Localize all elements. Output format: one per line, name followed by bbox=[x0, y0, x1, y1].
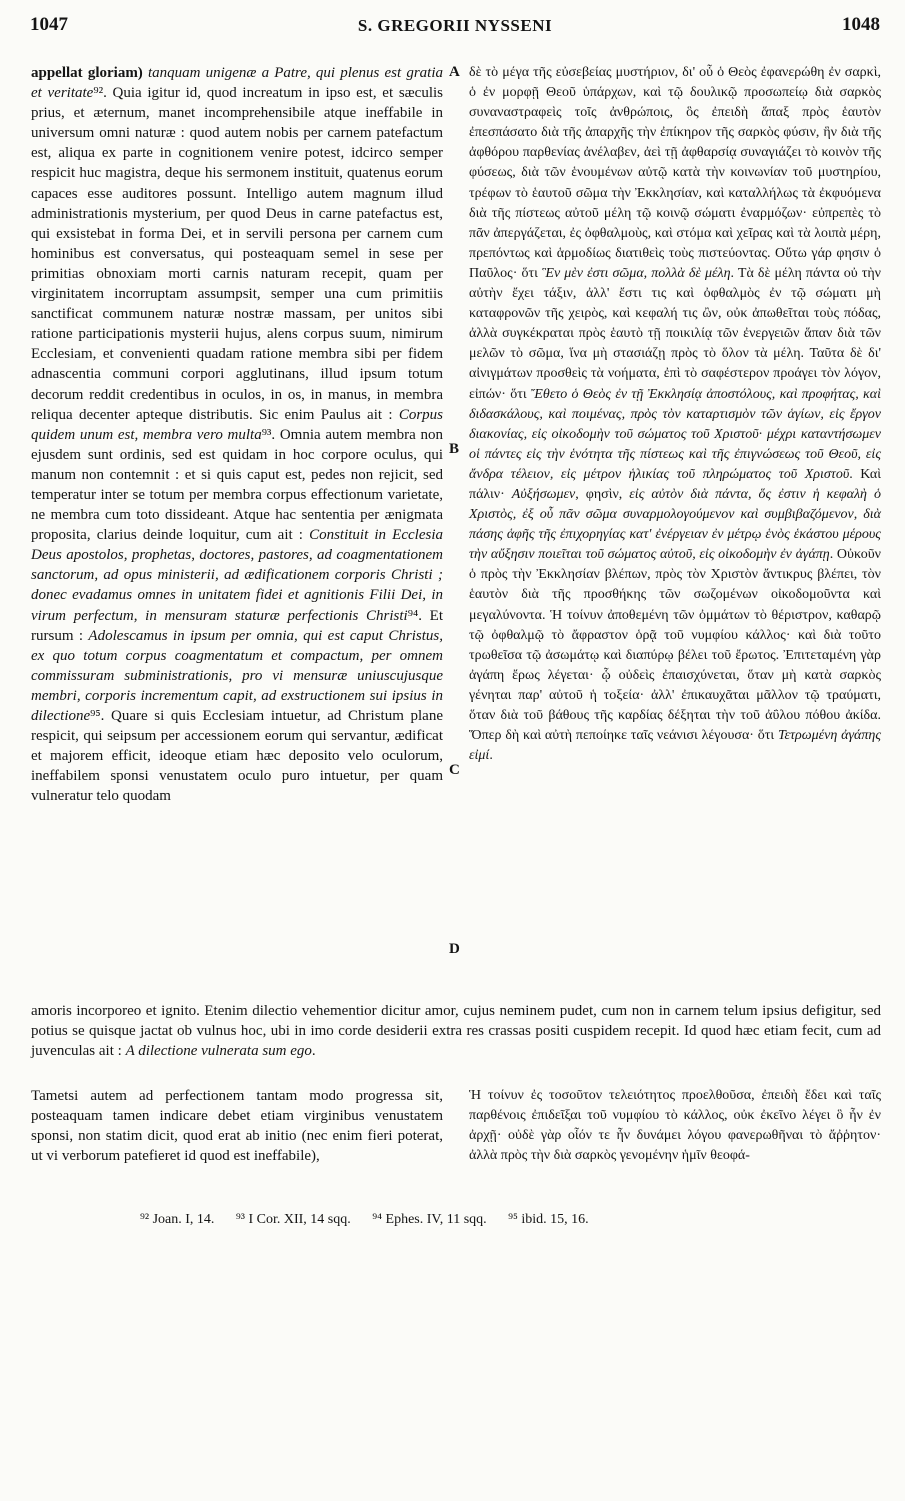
page-number-left: 1047 bbox=[30, 14, 68, 35]
text-segment: appellat gloriam) bbox=[31, 65, 148, 81]
text-segment: ⁹³. Omnia autem membra non ejusdem sunt ordinis, sed est quidam in hoc corpore oculus, qui manum non contemnit : et si quis caput est, pedes non rejicit, sed temperatur inter se totum per membra corpus effectionum varietate, ne membra cum toto dissideant. Atque hac sententia per ænigmata proposita, clarius deinde loquitur, cum ait : bbox=[31, 426, 443, 544]
text-segment: . Οὐκοῦν ὁ πρὸς τὴν Ἐκκλησίαν βλέπων, πρὸς τὸν Χριστὸν ἄντικρυς βλέπει, τὸν ἑαυτὸν διὰ τῆς προσθήκης τῶν σωζομένων οἰκοδομοῦντα καὶ μεγαλύνοντα. Ἡ τοίνυν ἀποθεμένη τῶν ὀμμάτων τὸ θέριστρον, καθαρῷ τῷ ὀφθαλμῷ τὸ ἄφραστον ὁρᾷ τοῦ νυμφίου κάλλος· καὶ διὰ τοῦτο τρωθεῖσα τῷ ἀσωμάτῳ καὶ διαπύρῳ βέλει τοῦ ἔρωτος. Ἐπιτεταμένη γὰρ ἀγάπη ἔρως λέγεται· ᾧ οὐδεὶς ἐπαισχύνεται, ὅταν μὴ κατὰ σαρκὸς γένηται παρ' αὐτοῦ ἡ τοξεία· ἀλλ' ἐπικαυχᾶται μᾶλλον τῷ τραύματι, ὅταν διὰ τοῦ βάθους τῆς καρδίας δέξηται τὴν τοῦ ἀΰλου πόθου ἀκίδα. Ὅπερ δὴ καὶ αὐτὴ πεποίηκε ταῖς νεάνισι λέγουσα· ὅτι bbox=[469, 547, 881, 744]
text-segment: ⁹². Quia igitur id, quod increatum in ipso est, et sæculis prius, et æternum, manet incomprehensibile atque ineffabile in universum omni naturæ : quod autem nobis per carnem patefactum est, aliqua ex parte in cognitionem venire potest, idcirco semper respicit huc magistra, deque his sermonem instituit, quatenus eorum capaces esse auditores possunt. Intelligo autem magnum illud administrationis mysterium, per quod Deus in carne patefactus est, qui exsistebat in forma Dei, et in servili persona per carnem cum hominibus est conversatus, qui posteaquam semel in sese per primitias obnoxiam morti carnis naturam recepit, quam per virginitatem incorruptam assumpsit, semper una cum primitiis sanctificat communem naturæ nostræ massam, per unitos sibi ratione participationis mysterii hujus, alens corpus suum, nimirum Ecclesiam, et convenienti quadam ratione membra sibi per fidem adnascentia communi corpori agglutinans, illud ipsum totum decorum reddit credentibus in oculos, in os, in manus, in membra reliqua decenter apteque distributis. Sic enim Paulus ait : bbox=[31, 85, 443, 423]
greek-column-continuation bbox=[469, 1086, 881, 1166]
text-segment: , φησὶν, bbox=[575, 486, 630, 502]
running-header bbox=[30, 14, 880, 44]
text-segment: . Καὶ πάλιν· bbox=[469, 466, 881, 502]
latin-full-width-paragraph bbox=[31, 1001, 881, 1061]
text-segment: Ἡ τοίνυν ἐς τοσοῦτον τελειότητος προελθοῦσα, ἐπειδὴ ἔδει καὶ ταῖς παρθένοις ἐπιδεῖξαι τοῦ νυμφίου τὸ κάλλος, οὐκ ἐκεῖνο λέγει ὃ ἦν ἐν ἀρχῇ· οὐδὲ γὰρ οἷόν τε ἦν δυνάμει λόγου φανερωθῆναι τὸ ἄῤῥητον· ἀλλὰ πρὸς τὴν διὰ σαρκὸς γενομένην ἡμῖν θεοφά- bbox=[469, 1088, 881, 1164]
text-segment: ⁹⁵. Quare si quis Ecclesiam intuetur, ad Christum plane respicit, qui seipsum per accessionem eorum qui servantur, ædificat et majorem efficit, ideoque etiam hæc deposito velo oculorum, ineffabilem sponsi venustatem oculo puro intuetur, per quam vulneratur telo quodam bbox=[31, 708, 443, 805]
footnote: ⁹⁵ ibid. 15, 16. bbox=[508, 1212, 589, 1227]
footnote: ⁹³ I Cor. XII, 14 sqq. bbox=[235, 1212, 351, 1227]
footnote: ⁹⁴ Ephes. IV, 11 sqq. bbox=[372, 1212, 487, 1227]
greek-column bbox=[469, 63, 881, 766]
latin-column bbox=[31, 63, 443, 806]
text-segment: Ἓν μὲν ἐστι σῶμα, πολλὰ δὲ μέλη bbox=[541, 265, 731, 281]
section-marker-c: C bbox=[449, 762, 460, 778]
text-segment: A dilectione vulnerata sum ego bbox=[125, 1043, 312, 1060]
section-marker-b: B bbox=[449, 441, 460, 457]
latin-column-continuation bbox=[31, 1086, 443, 1166]
text-segment: . Τὰ δὲ μέλη πάντα οὐ τὴν αὐτὴν ἔχει τάξιν, ἀλλ' ἔστι τις καὶ ὀφθαλμὸς ἐν τῷ σώματι μὴ καταφρονῶν τῆς χειρὸς, καὶ κεφαλή τις ὢν, οὐκ ἀπωθεῖται τοὺς πόδας, ἀλλὰ συγκέκραται πρὸς ἑαυτὸ τῇ ποικιλίᾳ τῶν ἐνεργειῶν ἅπαν διὰ τῶν μελῶν τὸ σῶμα, ἵνα μὴ στασιάζῃ πρὸς τὸ ὅλον τὰ μέλη. Ταῦτα δὲ δι' αἰνιγμάτων προσθεὶς τὰ νοήματα, ἐπὶ τὸ σαφέστερον προάγει τὸν λόγον, εἰπών· ὅτι bbox=[469, 265, 882, 402]
text-segment: Corpus quidem unum est, membra vero multa bbox=[31, 406, 443, 443]
footnote: ⁹² Joan. I, 14. bbox=[140, 1212, 215, 1227]
running-title: S. GREGORII NYSSENI bbox=[357, 16, 553, 35]
text-segment: . bbox=[489, 748, 493, 764]
text-segment: Ἔθετο ὁ Θεὸς ἐν τῇ Ἐκκλησίᾳ ἀποστόλους, καὶ προφήτας, καὶ διδασκάλους, καὶ ποιμένας, πρὸς τὸν καταρτισμὸν τῶν ἁγίων, εἰς ἔργον διακονίας, εἰς οἰκοδομὴν τοῦ σώματος τοῦ Χριστοῦ· μέχρι καταντήσωμεν οἱ πάντες εἰς τὴν ἑνότητα τῆς πίστεως καὶ τῆς ἐπιγνώσεως τοῦ Θεοῦ, εἰς ἄνδρα τέλειον, εἰς μέτρον ἡλικίας τοῦ πληρώματος τοῦ Χριστοῦ bbox=[469, 386, 881, 482]
section-marker-a: A bbox=[449, 64, 460, 80]
text-segment: Constituit in Ecclesia Deus apostolos, prophetas, doctores, pastores, ad coagmentationem sanctorum, ad opus ministerii, ad ædificationem corporis Christi ; donec evadamus omnes in unitatem fidei et agnitionis Filii Dei, in virum perfectum, in mensuram staturæ perfectionis Christi bbox=[31, 527, 443, 624]
footnotes bbox=[140, 1212, 880, 1228]
text-segment: Tametsi autem ad perfectionem tantam modo progressa sit, posteaquam tamen indicare debet etiam virginibus venustatem sponsi, non statim dicit, quod erat ab initio (nec enim fieri poterat, ut vi verborum patefieret id quod est ineffabile), bbox=[31, 1088, 443, 1165]
section-marker-d: D bbox=[449, 941, 460, 957]
text-segment: Τετρωμένη ἀγάπης εἰμί bbox=[469, 728, 881, 764]
text-segment: amoris incorporeo et ignito. Etenim dilectio vehementior dicitur amor, cujus neminem pudet, cum non in carnem telum ipsius defigitur, sed potius se quisque jactat ob vulnus hoc, ubi in imo corde desiderii extra res crassas positi cuspidem recepit. Id quod hæc etiam fecit, cum ad juvenculas ait : bbox=[31, 1003, 881, 1060]
text-segment: Αὐξήσωμεν bbox=[511, 486, 576, 502]
text-segment: εἰς αὐτὸν διὰ πάντα, ὅς ἐστιν ἡ κεφαλὴ ὁ Χριστὸς, ἐξ οὗ πᾶν σῶμα συναρμολογούμενον καὶ συμβιβαζόμενον, διὰ πάσης ἁφῆς τῆς ἐπιχορηγίας κατ' ἐνέργειαν ἐν μέτρῳ ἑνὸς ἑκάστου μέρους τὴν αὔξησιν ποιεῖται τοῦ σώματος αὐτοῦ, εἰς οἰκοδομὴν ἐν ἀγάπῃ bbox=[469, 486, 881, 563]
text-segment: . bbox=[311, 1043, 316, 1060]
text-segment: δὲ τὸ μέγα τῆς εὐσεβείας μυστήριον, δι' οὗ ὁ Θεὸς ἐφανερώθη ἐν σαρκὶ, ὁ ἐν μορφῇ Θεοῦ ὑπάρχων, καὶ τῷ δουλικῷ προσωπείῳ διὰ σαρκὸς συναναστραφεὶς τοῖς ἀνθρώποις, ὃς ἐπειδὴ ἅπαξ πρὸς ἑαυτὸν ἐπεσπάσατο διὰ τῆς ἀπαρχῆς τὴν ἐπίκηρον τῆς σαρκὸς φύσιν, ἣν διὰ τῆς ἀφθόρου παρθενίας ἀνέλαβεν, ἀεὶ τῇ ἀφθαρσίᾳ συναγιάζει τὸ κοινὸν τῆς φύσεως, διὰ τῶν ἑνουμένων αὐτῷ κατὰ τὴν κοινωνίαν τοῦ μυστηρίου, τρέφων τὸ ἑαυτοῦ σῶμα τὴν Ἐκκλησίαν, καὶ καταλλήλως τὰ ἐκφυόμενα διὰ τῆς πίστεως αὐτοῦ μέλη τῷ κοινῷ σώματι ἐναρμόζων· εὐπρεπὲς τὸ πᾶν ἀπεργάζεται, ἐς ὀφθαλμοὺς, καὶ στόμα καὶ χεῖρας καὶ τὰ λοιπὰ μέρη, πρεπόντως καὶ ἁρμοδίως διατιθεὶς τοὺς πιστεύοντας. Οὕτω γάρ φησιν ὁ Παῦλος· ὅτι bbox=[469, 65, 881, 281]
text-segment: ⁹⁴. Et rursum : bbox=[31, 607, 443, 644]
text-segment: Adolescamus in ipsum per omnia, qui est caput Christus, ex quo totum corpus coagmentatum et compactum, per omnem commissuram subministrationis, pro vi mensuræ uniuscujusque membri, corporis incrementum capit, ad exstructionem sui ipsius in dilectione bbox=[31, 627, 443, 724]
page-number-right: 1048 bbox=[842, 14, 880, 35]
text-segment: tanquam unigenæ a Patre, qui plenus est gratia et veritate bbox=[31, 65, 443, 102]
